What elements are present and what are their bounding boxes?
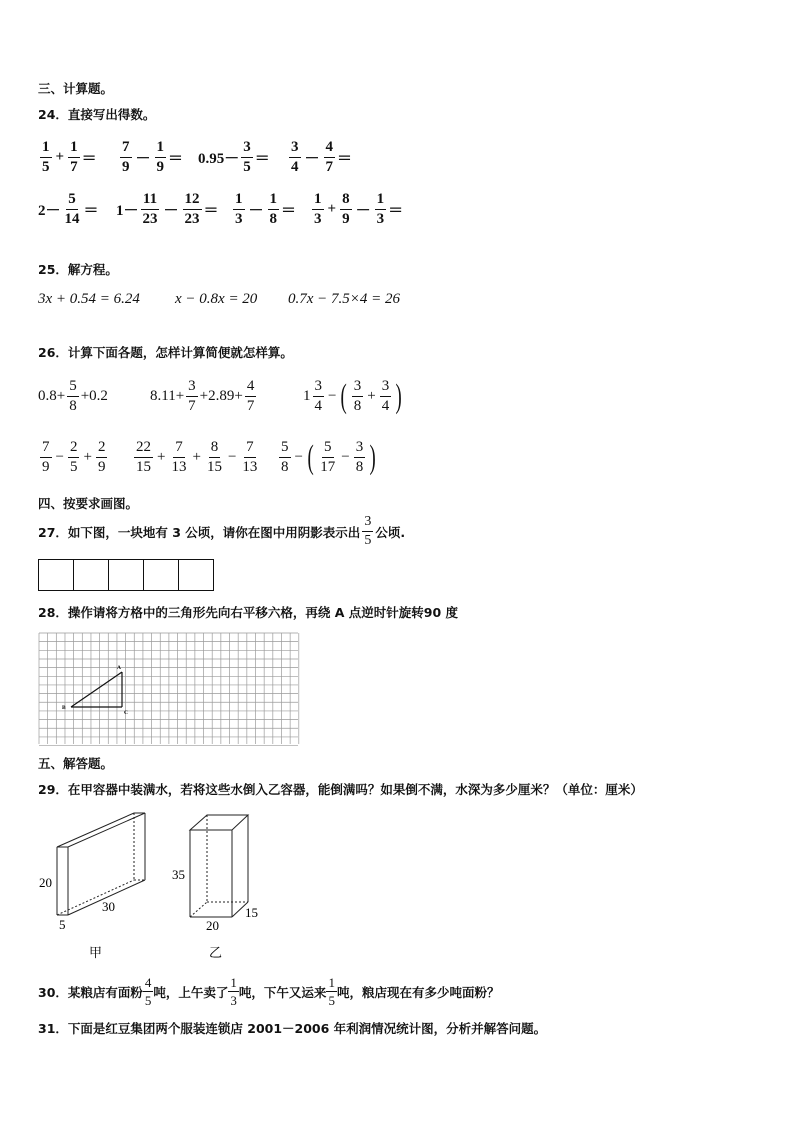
numerator: 3 xyxy=(241,140,253,158)
operator: − xyxy=(294,449,303,465)
operator: + xyxy=(367,388,376,404)
square-grid xyxy=(38,632,300,746)
numerator: 8 xyxy=(340,192,352,210)
denominator: 7 xyxy=(188,398,196,414)
numerator: 3 xyxy=(380,379,392,397)
question-26-title: 26．计算下面各题，怎样计算简便就怎样算。 xyxy=(38,345,293,360)
denominator: 5 xyxy=(328,993,335,1008)
expr-lead: 0.8+ xyxy=(38,388,66,404)
expr-lead: 0.95－ xyxy=(198,151,240,167)
denominator: 5 xyxy=(69,459,78,475)
denominator: 9 xyxy=(97,459,106,475)
point-a-label: A xyxy=(117,665,121,671)
land-cell[interactable] xyxy=(143,559,179,591)
numerator: 8 xyxy=(209,440,221,458)
denominator: 3 xyxy=(376,211,385,227)
equals-sign: ＝ xyxy=(337,151,353,167)
denominator: 8 xyxy=(353,398,362,414)
numerator: 7 xyxy=(173,440,185,458)
question-text: 27．如下图，一块地有 3 公顷，请你在图中用阴影表示出 xyxy=(38,524,361,540)
yi-name-label: 乙 xyxy=(209,945,223,960)
denominator: 7 xyxy=(70,159,78,175)
q26-expr-4 xyxy=(38,440,109,475)
q24-expr-2 xyxy=(118,140,183,175)
question-31-title: 31．下面是红豆集团两个服装连锁店 2001－2006 年利润情况统计图，分析并解答问题。 xyxy=(38,1021,547,1036)
denominator: 5 xyxy=(144,993,152,1008)
yi-length-label: 20 xyxy=(206,918,219,933)
denominator: 7 xyxy=(246,398,255,414)
equals-sign: ＝ xyxy=(83,203,99,219)
equals-sign: ＝ xyxy=(388,203,404,219)
question-25-title: 25．解方程。 xyxy=(38,262,118,277)
operator: − xyxy=(341,449,350,465)
equals-sign: ＝ xyxy=(254,151,270,167)
question-text: 30．某粮店有面粉 xyxy=(38,984,143,1000)
equals-sign: ＝ xyxy=(81,151,97,167)
jia-name-label: 甲 xyxy=(89,945,103,960)
denominator: 13 xyxy=(171,459,187,475)
numerator: 5 xyxy=(66,192,78,210)
numerator: 1 xyxy=(155,140,167,158)
question-30-title xyxy=(38,976,499,1007)
question-28-title: 28．操作请将方格中的三角形先向右平移六格，再绕 A 点逆时针旋转90 度 xyxy=(38,605,459,620)
numerator: 7 xyxy=(40,440,52,458)
denominator: 9 xyxy=(122,159,130,175)
denominator: 8 xyxy=(69,398,77,414)
equation-3: 0.7x − 7.5×4 = 26 xyxy=(288,291,401,307)
question-27-title xyxy=(38,515,405,548)
denominator: 9 xyxy=(156,159,165,175)
land-cell[interactable] xyxy=(178,559,214,591)
container-yi xyxy=(190,815,248,917)
equation-1: 3x + 0.54 = 6.24 xyxy=(38,291,140,307)
numerator: 5 xyxy=(322,440,334,458)
section-3-heading: 三、计算题。 xyxy=(38,81,114,96)
numerator: 1 xyxy=(68,140,80,158)
q26-expr-1 xyxy=(38,379,108,414)
q26-expr-5 xyxy=(132,440,261,475)
numerator: 11 xyxy=(141,192,159,210)
question-text: 吨，下午又运来 xyxy=(238,984,327,1000)
denominator: 9 xyxy=(42,459,50,475)
right-paren: ) xyxy=(369,438,377,476)
q24-expr-1 xyxy=(38,140,97,175)
denominator: 23 xyxy=(142,211,158,227)
operator: － xyxy=(163,203,179,219)
denominator: 8 xyxy=(269,211,278,227)
operator: − xyxy=(227,449,237,465)
denominator: 5 xyxy=(42,159,50,175)
denominator: 7 xyxy=(325,159,334,175)
expr-lead: 8.11+ xyxy=(150,388,185,404)
numerator: 2 xyxy=(68,440,80,458)
point-c-label: C xyxy=(124,710,128,716)
jia-height-label: 20 xyxy=(39,875,52,890)
numerator: 5 xyxy=(67,379,79,397)
section-5-heading: 五、解答题。 xyxy=(38,756,114,771)
numerator: 3 xyxy=(362,515,373,532)
numerator: 1 xyxy=(312,192,324,210)
operator: － xyxy=(304,151,320,167)
question-29-title: 29．在甲容器中装满水，若将这些水倒入乙容器，能倒满吗？如果倒不满，水深为多少厘米？（单位：厘米） xyxy=(38,782,643,797)
operator: + xyxy=(192,449,201,465)
denominator: 4 xyxy=(314,398,322,414)
question-text: 吨，粮店现在有多少吨面粉？ xyxy=(336,984,500,1000)
question-24-title: 24．直接写出得数。 xyxy=(38,107,156,122)
expr-mid: +2.89+ xyxy=(199,388,243,404)
denominator: 3 xyxy=(230,993,237,1008)
numerator: 3 xyxy=(289,140,301,158)
numerator: 1 xyxy=(328,975,335,990)
denominator: 8 xyxy=(281,459,289,475)
right-paren: ) xyxy=(395,377,403,415)
land-cell[interactable] xyxy=(73,559,109,591)
equation-2: x − 0.8x = 20 xyxy=(175,291,258,307)
point-b-label: B xyxy=(62,705,66,711)
numerator: 2 xyxy=(96,440,108,458)
numerator: 4 xyxy=(324,140,336,158)
left-paren: ( xyxy=(341,377,348,415)
denominator: 3 xyxy=(235,211,243,227)
numerator: 1 xyxy=(230,975,237,990)
jia-length-label: 30 xyxy=(102,899,115,914)
q26-expr-2 xyxy=(150,379,258,414)
whole-number: 1 xyxy=(303,388,311,404)
q26-expr-3 xyxy=(303,379,405,414)
numerator: 22 xyxy=(134,440,153,458)
operator: + xyxy=(327,201,337,217)
question-text: 吨，上午卖了 xyxy=(153,984,229,1000)
containers-figure xyxy=(36,805,296,965)
numerator: 3 xyxy=(313,379,325,397)
yi-width-label: 15 xyxy=(245,905,258,920)
numerator: 12 xyxy=(183,192,202,210)
land-cell[interactable] xyxy=(108,559,144,591)
denominator: 15 xyxy=(206,459,222,475)
denominator: 3 xyxy=(314,211,322,227)
denominator: 9 xyxy=(342,211,350,227)
numerator: 1 xyxy=(233,192,245,210)
q24-expr-8 xyxy=(310,192,403,227)
land-cell[interactable] xyxy=(38,559,74,591)
q24-expr-6 xyxy=(116,192,219,227)
q26-expr-6 xyxy=(277,440,379,475)
denominator: 4 xyxy=(291,159,299,175)
equals-sign: ＝ xyxy=(203,203,219,219)
numerator: 7 xyxy=(120,140,132,158)
denominator: 13 xyxy=(242,459,258,475)
operator: － xyxy=(355,203,371,219)
numerator: 3 xyxy=(352,379,364,397)
denominator: 23 xyxy=(184,211,200,227)
equals-sign: ＝ xyxy=(281,203,297,219)
yi-height-label: 35 xyxy=(172,867,185,882)
expr-lead: 2－ xyxy=(38,203,61,219)
numerator: 1 xyxy=(375,192,387,210)
expr-lead: 1－ xyxy=(116,203,139,219)
denominator: 14 xyxy=(64,211,80,227)
operator: − xyxy=(55,449,64,465)
operator: － xyxy=(135,151,151,167)
numerator: 1 xyxy=(40,140,52,158)
operator: + xyxy=(55,149,65,165)
equals-sign: ＝ xyxy=(168,151,184,167)
numerator: 1 xyxy=(268,192,280,210)
section-4-heading: 四、按要求画图。 xyxy=(38,496,139,511)
numerator: 4 xyxy=(245,379,257,397)
denominator: 5 xyxy=(364,533,372,548)
operator: − xyxy=(328,388,337,404)
q24-expr-5 xyxy=(38,192,99,227)
denominator: 17 xyxy=(320,459,336,475)
denominator: 8 xyxy=(355,459,364,475)
operator: + xyxy=(157,449,166,465)
denominator: 4 xyxy=(381,398,390,414)
numerator: 3 xyxy=(354,440,366,458)
denominator: 15 xyxy=(136,459,151,475)
jia-width-label: 5 xyxy=(59,917,66,932)
numerator: 4 xyxy=(144,975,152,990)
land-cells xyxy=(38,559,214,591)
triangle-side-ab xyxy=(71,672,122,707)
q24-expr-7 xyxy=(231,192,296,227)
q24-expr-3 xyxy=(198,140,270,175)
numerator: 3 xyxy=(186,379,198,397)
q24-expr-4 xyxy=(287,140,352,175)
denominator: 5 xyxy=(243,159,251,175)
left-paren: ( xyxy=(307,438,314,476)
numerator: 5 xyxy=(279,440,291,458)
operator: － xyxy=(248,203,264,219)
numerator: 7 xyxy=(244,440,256,458)
container-jia xyxy=(57,813,145,915)
operator: + xyxy=(83,449,92,465)
expr-tail: +0.2 xyxy=(80,388,108,404)
question-text: 公顷. xyxy=(375,524,406,540)
